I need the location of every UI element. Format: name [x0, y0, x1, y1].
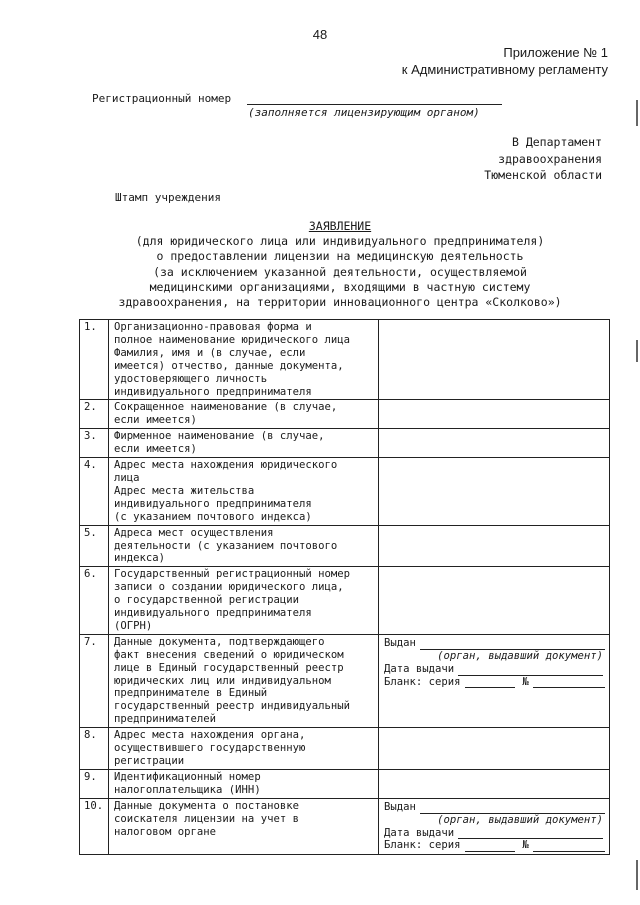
row-value-field[interactable]	[379, 634, 610, 727]
table-row	[80, 400, 610, 429]
issued-label: Выдан	[384, 636, 416, 649]
issued-by-row	[384, 637, 605, 650]
number-sign: №	[522, 675, 529, 688]
row-value-field[interactable]	[379, 320, 610, 400]
document-title	[80, 219, 600, 310]
row-value-field[interactable]	[379, 769, 610, 798]
table-row	[80, 798, 610, 855]
row-label-line: Данные документа о постановке	[114, 799, 299, 812]
issue-date-label: Дата выдачи	[384, 662, 455, 675]
row-label-line: предпринимателей	[114, 713, 217, 726]
issue-date-label: Дата выдачи	[384, 826, 455, 839]
form-series-row	[384, 839, 605, 852]
row-number: 7.	[80, 634, 109, 727]
row-label-line: записи о создании юридического лица,	[114, 581, 344, 594]
form-series-field[interactable]	[465, 677, 515, 688]
recipient-line: В Департамент	[511, 135, 602, 149]
row-label	[109, 728, 379, 770]
row-label-line: удостоверяющего личность	[114, 372, 268, 385]
row-label-line: если имеется)	[114, 443, 197, 456]
row-number: 4.	[80, 458, 109, 526]
appendix-title: Приложение № 1	[503, 45, 608, 60]
row-value-field[interactable]	[379, 458, 610, 526]
form-series-label: Бланк: серия	[384, 675, 461, 688]
row-number: 6.	[80, 567, 109, 635]
row-label-line: (с указанием почтового индекса)	[114, 510, 312, 523]
row-number: 5.	[80, 525, 109, 567]
issue-date-field[interactable]	[458, 828, 603, 839]
scan-edge-mark	[636, 860, 638, 890]
registration-number-field[interactable]	[247, 104, 502, 105]
row-label-line: факт внесения сведений о юридическом	[114, 648, 344, 661]
row-label-line: индивидуального предпринимателя	[114, 497, 312, 510]
form-number-field[interactable]	[533, 677, 605, 688]
table-row	[80, 728, 610, 770]
row-label-line: если имеется)	[114, 414, 197, 427]
row-number: 2.	[80, 400, 109, 429]
issue-date-field[interactable]	[458, 665, 603, 676]
row-label-line: государственный реестр индивидуальный	[114, 700, 350, 713]
row-label	[109, 634, 379, 727]
appendix-subtitle: к Административному регламенту	[401, 62, 608, 77]
row-label	[109, 320, 379, 400]
row-label-line: юридических лиц или индивидуальном	[114, 674, 331, 687]
row-label-line: налоговом органе	[114, 825, 217, 838]
table-row	[80, 320, 610, 400]
row-label	[109, 429, 379, 458]
title-line: здравоохранения, на территории инновационного центра «Сколково»)	[118, 295, 562, 310]
table-row	[80, 769, 610, 798]
row-number: 10.	[80, 798, 109, 855]
page-number: 48	[312, 27, 328, 42]
row-label-line: Организационно-правовая форма и	[114, 321, 312, 333]
issue-date-row	[384, 663, 605, 676]
registration-hint: (заполняется лицензирующим органом)	[248, 106, 480, 119]
row-value-field[interactable]	[379, 798, 610, 855]
title-line: медицинскими организациями, входящими в частную систему	[149, 279, 531, 294]
form-number-field[interactable]	[533, 841, 605, 852]
row-label-line: Государственный регистрационный номер	[114, 568, 350, 581]
issued-by-field[interactable]	[420, 803, 605, 814]
issued-label: Выдан	[384, 800, 416, 813]
issue-date-row	[384, 827, 605, 840]
row-label-line: индивидуального предпринимателя	[114, 607, 312, 620]
table-row	[80, 429, 610, 458]
table-row	[80, 634, 610, 727]
row-label-line: Данные документа, подтверждающего	[114, 635, 325, 648]
row-number: 8.	[80, 728, 109, 770]
scan-edge-mark	[636, 100, 638, 126]
row-value-field[interactable]	[379, 525, 610, 567]
recipient-line: здравоохранения	[498, 151, 602, 166]
table-row	[80, 525, 610, 567]
issued-by-row	[384, 801, 605, 814]
row-label-line: Адрес места жительства	[114, 484, 255, 497]
row-label-line: Фирменное наименование (в случае,	[114, 430, 325, 443]
title-line: о предоставлении лицензии на медицинскую деятельность	[156, 249, 524, 264]
row-label	[109, 798, 379, 855]
row-label-line: Сокращенное наименование (в случае,	[114, 401, 338, 414]
row-number: 1.	[80, 320, 109, 400]
row-label-line: индекса)	[114, 552, 166, 565]
row-label-line: полное наименование юридического лица	[114, 333, 350, 346]
row-label-line: лица	[114, 471, 140, 484]
row-label-line: Адрес места нахождения юридического	[114, 459, 338, 472]
row-label-line: Идентификационный номер	[114, 770, 261, 783]
issuer-hint: (орган, выдавший документ)	[437, 813, 603, 826]
row-label-line: индивидуального предпринимателя	[114, 385, 312, 398]
row-value-field[interactable]	[379, 429, 610, 458]
form-series-field[interactable]	[465, 841, 515, 852]
row-label-line: Адреса мест осуществления	[114, 526, 274, 539]
table-row	[80, 458, 610, 526]
row-value-field[interactable]	[379, 400, 610, 429]
recipient-block	[484, 134, 602, 184]
row-value-field[interactable]	[379, 567, 610, 635]
scan-edge-mark	[636, 340, 638, 362]
row-label	[109, 769, 379, 798]
row-label-line: Фамилия, имя и (в случае, если	[114, 346, 306, 359]
row-label	[109, 567, 379, 635]
registration-label: Регистрационный номер	[92, 92, 232, 105]
row-label-line: имеется) отчество, данные документа,	[114, 359, 344, 372]
row-label-line: предпринимателе в Единый	[114, 687, 268, 700]
table-row	[80, 567, 610, 635]
title-line: (для юридического лица или индивидуального предпринимателя)	[135, 234, 545, 249]
row-label-line: деятельности (с указанием почтового	[114, 539, 338, 552]
row-label	[109, 458, 379, 526]
row-label-line: лице в Единый государственный реестр	[114, 661, 344, 674]
title-heading: ЗАЯВЛЕНИЕ	[308, 219, 372, 233]
recipient-line: Тюменской области	[484, 168, 602, 182]
row-label-line: соискателя лицензии на учет в	[114, 812, 299, 825]
issued-by-field[interactable]	[420, 639, 605, 650]
stamp-label: Штамп учреждения	[115, 191, 221, 204]
row-label-line: Адрес места нахождения органа,	[114, 729, 306, 742]
number-sign: №	[522, 839, 529, 852]
title-line: (за исключением указанной деятельности, осуществляемой	[153, 264, 527, 279]
row-label-line: осуществившего государственную	[114, 742, 306, 755]
row-number: 3.	[80, 429, 109, 458]
form-series-label: Бланк: серия	[384, 839, 461, 852]
row-number: 9.	[80, 769, 109, 798]
row-label-line: (ОГРН)	[114, 619, 153, 632]
row-value-field[interactable]	[379, 728, 610, 770]
form-series-row	[384, 676, 605, 689]
issuer-hint: (орган, выдавший документ)	[437, 649, 603, 662]
row-label-line: налогоплательщика (ИНН)	[114, 783, 261, 796]
row-label	[109, 525, 379, 567]
application-table	[79, 319, 610, 855]
row-label-line: о государственной регистрации	[114, 594, 299, 607]
row-label	[109, 400, 379, 429]
row-label-line: регистрации	[114, 755, 185, 767]
